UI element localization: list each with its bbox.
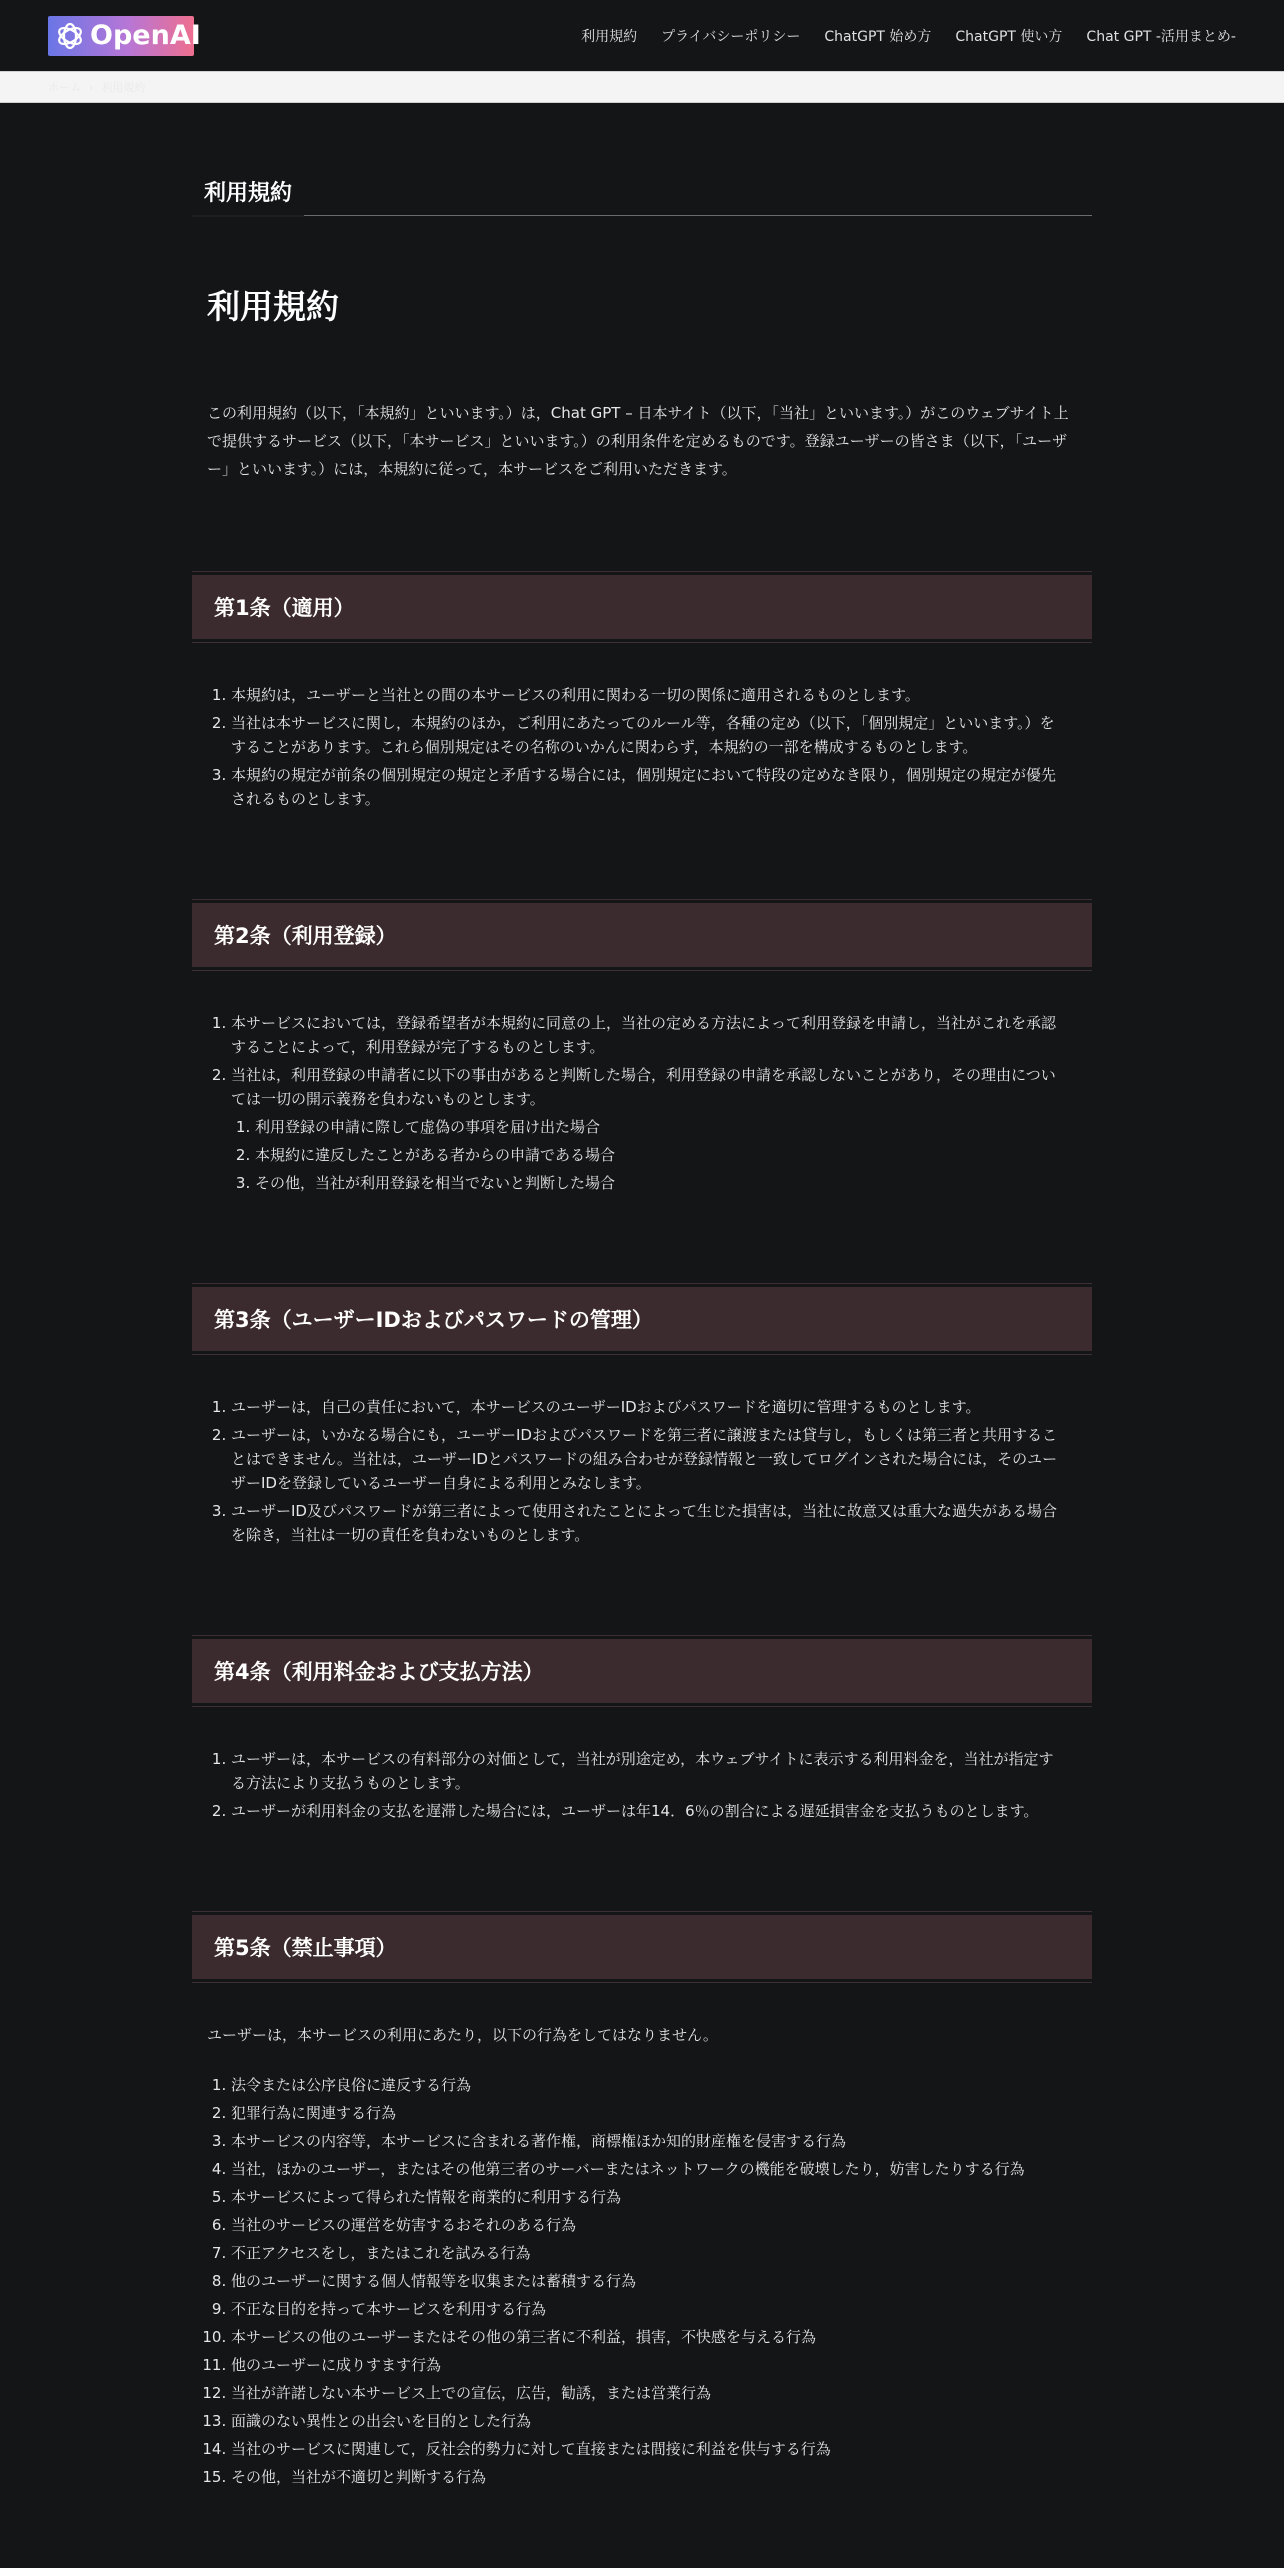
- sub-list-item: 1. 利用登録の申請に際して虚偽の事項を届け出た場合: [255, 1115, 1064, 1139]
- list-item: 3. 本サービスの内容等，本サービスに含まれる著作権，商標権ほか知的財産権を侵害する行為: [231, 2129, 1064, 2153]
- article-4: [192, 1635, 1092, 1823]
- openai-logo[interactable]: [48, 16, 201, 56]
- article-heading: [192, 571, 1092, 643]
- nav-getting-started[interactable]: ChatGPT 始め方: [824, 28, 932, 45]
- list-item: 2. 当社は本サービスに関し，本規約のほか，ご利用にあたってのルール等，各種の定め（以下，「個別規定」といいます。）をすることがあります。これら個別規定はその名称のいかんに関わらず，本規約の一部を構成するものとします。: [231, 711, 1064, 759]
- article-3: [192, 1283, 1092, 1547]
- main-content: [192, 103, 1092, 2489]
- list-item: 6. 当社のサービスの運営を妨害するおそれのある行為: [231, 2213, 1064, 2237]
- article-title: 第5条（禁止事項）: [192, 1915, 1092, 1979]
- list-item: 2. 犯罪行為に関連する行為: [231, 2101, 1064, 2125]
- article-list: [207, 1395, 1064, 1547]
- page-heading-divider: [304, 215, 1092, 216]
- list-item: 13. 面識のない異性との出会いを目的とした行為: [231, 2409, 1064, 2433]
- page-heading: [192, 173, 1092, 217]
- sub-list-item: 3. その他，当社が利用登録を相当でないと判断した場合: [255, 1171, 1064, 1195]
- page-heading-label: 利用規約: [192, 176, 304, 217]
- list-item: 5. 本サービスによって得られた情報を商業的に利用する行為: [231, 2185, 1064, 2209]
- list-item-text: 当社は，利用登録の申請者に以下の事由があると判断した場合，利用登録の申請を承認しないことがあり，その理由については一切の開示義務を負わないものとします。: [231, 1066, 1056, 1108]
- intro-text: この利用規約（以下，「本規約」といいます。）は，Chat GPT – 日本サイト（以下，「当社」といいます。）がこのウェブサイト上で提供するサービス（以下，「本サービス」といいます。）の利用条件を定めるものです。登録ユーザーの皆さま（以下，「ユーザー」といいます。）には，本規約に従って，本サービスをご利用いただきます。: [207, 404, 1069, 478]
- article-lead-text: ユーザーは，本サービスの利用にあたり，以下の行為をしてはなりません。: [207, 2026, 718, 2044]
- article-list: [207, 1011, 1064, 1195]
- article-title: 第2条（利用登録）: [192, 903, 1092, 967]
- list-item: 1. 法令または公序良俗に違反する行為: [231, 2073, 1064, 2097]
- list-item: 1. 本規約は，ユーザーと当社との間の本サービスの利用に関わる一切の関係に適用されるものとします。: [231, 683, 1064, 707]
- site-header: [0, 0, 1284, 71]
- article-heading: [192, 899, 1092, 971]
- list-item: [231, 1063, 1064, 1195]
- list-item: 2. ユーザーが利用料金の支払を遅滞した場合には，ユーザーは年14．6％の割合による遅延損害金を支払うものとします。: [231, 1799, 1064, 1823]
- sub-list: [231, 1115, 1064, 1195]
- nav-privacy[interactable]: プライバシーポリシー: [661, 28, 801, 45]
- list-item: 11. 他のユーザーに成りすます行為: [231, 2353, 1064, 2377]
- list-item: 9. 不正な目的を持って本サービスを利用する行為: [231, 2297, 1064, 2321]
- main-nav: [581, 26, 1236, 46]
- nav-how-to-use[interactable]: ChatGPT 使い方: [955, 28, 1063, 45]
- list-item: 3. 本規約の規定が前条の個別規定の規定と矛盾する場合には，個別規定において特段の定めなき限り，個別規定の規定が優先されるものとします。: [231, 763, 1064, 811]
- article-2: [192, 899, 1092, 1195]
- openai-logo-icon: [54, 20, 86, 52]
- article-title: 第1条（適用）: [192, 575, 1092, 639]
- list-item: 2. ユーザーは，いかなる場合にも，ユーザーIDおよびパスワードを第三者に譲渡または貸与し，もしくは第三者と共用することはできません。当社は，ユーザーIDとパスワードの組み合わせが登録情報と一致してログインされた場合には，そのユーザーIDを登録しているユーザー自身による利用とみなします。: [231, 1423, 1064, 1495]
- article-title: 第4条（利用料金および支払方法）: [192, 1639, 1092, 1703]
- article-heading: [192, 1635, 1092, 1707]
- article-heading: [192, 1911, 1092, 1983]
- article-list: [207, 2073, 1064, 2489]
- page-title: 利用規約: [207, 287, 339, 326]
- article-1: [192, 571, 1092, 811]
- list-item: 3. ユーザーID及びパスワードが第三者によって使用されたことによって生じた損害は，当社に故意又は重大な過失がある場合を除き，当社は一切の責任を負わないものとします。: [231, 1499, 1064, 1547]
- nav-usage-summary[interactable]: Chat GPT -活用まとめ-: [1086, 28, 1236, 45]
- list-item: 12. 当社が許諾しない本サービス上での宣伝，広告，勧誘，または営業行為: [231, 2381, 1064, 2405]
- breadcrumb-home[interactable]: ホーム: [48, 81, 81, 94]
- list-item: 8. 他のユーザーに関する個人情報等を収集または蓄積する行為: [231, 2269, 1064, 2293]
- list-item: 4. 当社，ほかのユーザー，またはその他第三者のサーバーまたはネットワークの機能を破壊したり，妨害したりする行為: [231, 2157, 1064, 2181]
- list-item: 1. ユーザーは，自己の責任において，本サービスのユーザーIDおよびパスワードを適切に管理するものとします。: [231, 1395, 1064, 1419]
- list-item: 14. 当社のサービスに関連して，反社会的勢力に対して直接または間接に利益を供与する行為: [231, 2437, 1064, 2461]
- breadcrumb-separator-icon: ›: [89, 80, 94, 94]
- article-title: 第3条（ユーザーIDおよびパスワードの管理）: [192, 1287, 1092, 1351]
- list-item: 10. 本サービスの他のユーザーまたはその他の第三者に不利益，損害，不快感を与える行為: [231, 2325, 1064, 2349]
- breadcrumb-current: 利用規約: [101, 81, 146, 94]
- article-heading: [192, 1283, 1092, 1355]
- article-list: [207, 1747, 1064, 1823]
- nav-terms[interactable]: 利用規約: [581, 28, 638, 45]
- sub-list-item: 2. 本規約に違反したことがある者からの申請である場合: [255, 1143, 1064, 1167]
- list-item: 7. 不正アクセスをし，またはこれを試みる行為: [231, 2241, 1064, 2265]
- list-item: 1. ユーザーは，本サービスの有料部分の対価として，当社が別途定め，本ウェブサイトに表示する利用料金を，当社が指定する方法により支払うものとします。: [231, 1747, 1064, 1795]
- list-item: 15. その他，当社が不適切と判断する行為: [231, 2465, 1064, 2489]
- article-5: [192, 1911, 1092, 2489]
- logo-text: OpenAI: [90, 20, 201, 51]
- breadcrumb: [0, 71, 1284, 103]
- list-item: 1. 本サービスにおいては，登録希望者が本規約に同意の上，当社の定める方法によって利用登録を申請し，当社がこれを承認することによって，利用登録が完了するものとします。: [231, 1011, 1064, 1059]
- article-list: [207, 683, 1064, 811]
